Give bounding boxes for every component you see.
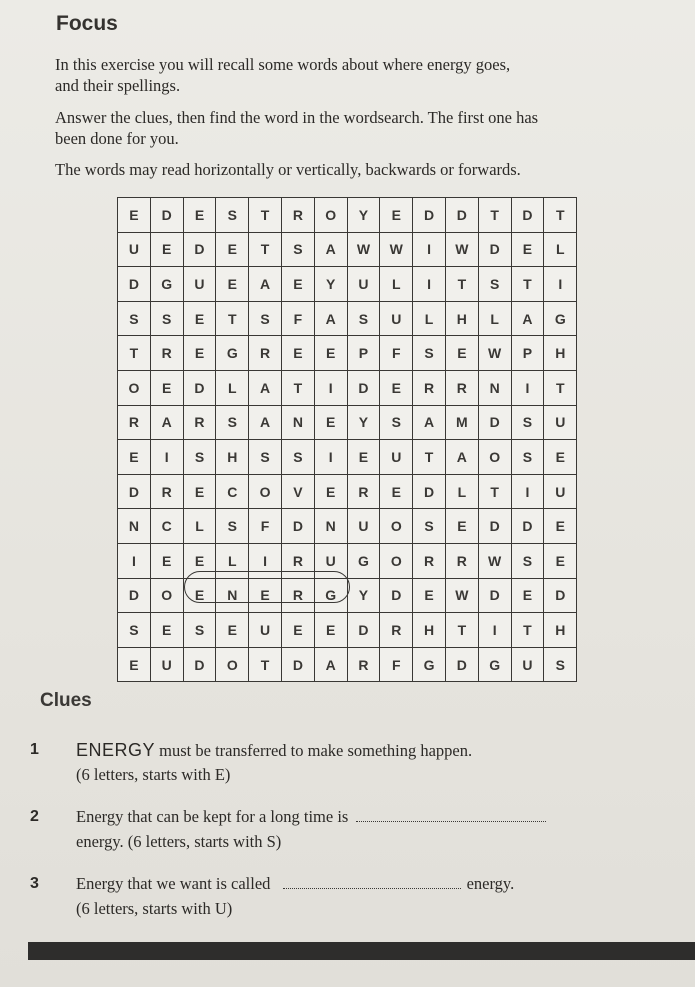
- wordsearch-cell[interactable]: I: [314, 440, 347, 475]
- wordsearch-cell[interactable]: D: [380, 578, 413, 613]
- page-bottom-bar: [28, 942, 695, 960]
- wordsearch-cell[interactable]: V: [281, 474, 314, 509]
- wordsearch-cell[interactable]: T: [216, 301, 249, 336]
- intro-line: The words may read horizontally or vertically, backwards or forwards.: [55, 160, 521, 179]
- wordsearch-cell[interactable]: U: [314, 543, 347, 578]
- wordsearch-cell[interactable]: D: [445, 198, 478, 233]
- wordsearch-cell[interactable]: A: [314, 232, 347, 267]
- wordsearch-cell[interactable]: H: [445, 301, 478, 336]
- clue-number: 2: [30, 808, 39, 825]
- wordsearch-cell[interactable]: R: [183, 405, 216, 440]
- wordsearch-cell[interactable]: D: [511, 509, 544, 544]
- wordsearch-cell[interactable]: D: [511, 198, 544, 233]
- wordsearch-cell[interactable]: E: [281, 267, 314, 302]
- wordsearch-cell[interactable]: Y: [314, 267, 347, 302]
- wordsearch-cell[interactable]: I: [478, 613, 511, 648]
- wordsearch-cell[interactable]: S: [183, 613, 216, 648]
- wordsearch-cell[interactable]: D: [478, 578, 511, 613]
- wordsearch-cell[interactable]: U: [544, 474, 577, 509]
- wordsearch-cell[interactable]: R: [281, 198, 314, 233]
- wordsearch-cell[interactable]: M: [445, 405, 478, 440]
- wordsearch-cell[interactable]: E: [445, 336, 478, 371]
- wordsearch-cell[interactable]: D: [281, 647, 314, 682]
- clue-text: Energy that can be kept for a long time is: [76, 807, 349, 826]
- wordsearch-cell[interactable]: S: [281, 232, 314, 267]
- wordsearch-cell[interactable]: S: [249, 440, 282, 475]
- wordsearch-cell[interactable]: U: [347, 509, 380, 544]
- wordsearch-cell[interactable]: T: [544, 198, 577, 233]
- wordsearch-cell[interactable]: S: [249, 301, 282, 336]
- wordsearch-cell[interactable]: I: [511, 474, 544, 509]
- answer-blank[interactable]: [283, 874, 461, 889]
- wordsearch-cell[interactable]: T: [413, 440, 446, 475]
- wordsearch-cell[interactable]: A: [249, 370, 282, 405]
- wordsearch-cell[interactable]: H: [544, 613, 577, 648]
- wordsearch-cell[interactable]: D: [347, 370, 380, 405]
- wordsearch-cell[interactable]: G: [347, 543, 380, 578]
- wordsearch-cell[interactable]: W: [445, 232, 478, 267]
- wordsearch-cell[interactable]: A: [314, 647, 347, 682]
- wordsearch-cell[interactable]: S: [413, 336, 446, 371]
- wordsearch-cell[interactable]: D: [478, 405, 511, 440]
- wordsearch-cell[interactable]: G: [478, 647, 511, 682]
- wordsearch-cell[interactable]: A: [314, 301, 347, 336]
- clue-number: 3: [30, 875, 39, 892]
- wordsearch-cell[interactable]: H: [544, 336, 577, 371]
- wordsearch-cell[interactable]: T: [281, 370, 314, 405]
- wordsearch-cell[interactable]: R: [249, 336, 282, 371]
- wordsearch-cell[interactable]: E: [118, 198, 151, 233]
- wordsearch-cell[interactable]: T: [445, 267, 478, 302]
- wordsearch-cell[interactable]: S: [347, 301, 380, 336]
- wordsearch-row: [118, 647, 577, 682]
- wordsearch-cell[interactable]: H: [216, 440, 249, 475]
- wordsearch-cell[interactable]: S: [511, 405, 544, 440]
- wordsearch-cell[interactable]: R: [150, 474, 183, 509]
- wordsearch-row: [118, 440, 577, 475]
- wordsearch-cell[interactable]: E: [216, 613, 249, 648]
- wordsearch-cell[interactable]: O: [249, 474, 282, 509]
- wordsearch-cell[interactable]: E: [380, 474, 413, 509]
- wordsearch-cell[interactable]: S: [380, 405, 413, 440]
- wordsearch-cell[interactable]: W: [478, 543, 511, 578]
- wordsearch-row: [118, 405, 577, 440]
- wordsearch-cell[interactable]: R: [118, 405, 151, 440]
- wordsearch-cell[interactable]: R: [445, 370, 478, 405]
- wordsearch-cell[interactable]: T: [478, 474, 511, 509]
- wordsearch-cell[interactable]: C: [150, 509, 183, 544]
- wordsearch-cell[interactable]: N: [216, 578, 249, 613]
- wordsearch-cell[interactable]: S: [216, 198, 249, 233]
- wordsearch-cell[interactable]: E: [281, 613, 314, 648]
- wordsearch-cell[interactable]: E: [544, 440, 577, 475]
- clue-hint: (6 letters, starts with E): [76, 765, 231, 784]
- wordsearch-cell[interactable]: S: [281, 440, 314, 475]
- wordsearch-cell[interactable]: G: [314, 578, 347, 613]
- wordsearch-cell[interactable]: S: [511, 440, 544, 475]
- clue-text: must be transferred to make something happen.: [155, 741, 473, 760]
- wordsearch-cell[interactable]: D: [183, 232, 216, 267]
- wordsearch-cell[interactable]: I: [511, 370, 544, 405]
- wordsearch-cell[interactable]: D: [478, 509, 511, 544]
- wordsearch-cell[interactable]: E: [380, 198, 413, 233]
- wordsearch-cell[interactable]: T: [445, 613, 478, 648]
- wordsearch-cell[interactable]: L: [478, 301, 511, 336]
- wordsearch-cell[interactable]: R: [413, 370, 446, 405]
- wordsearch-cell[interactable]: A: [249, 405, 282, 440]
- wordsearch-cell[interactable]: Y: [347, 578, 380, 613]
- wordsearch-cell[interactable]: Y: [347, 198, 380, 233]
- answer-blank[interactable]: [356, 807, 546, 822]
- wordsearch-cell[interactable]: D: [118, 578, 151, 613]
- wordsearch-cell[interactable]: L: [216, 370, 249, 405]
- intro-line: Answer the clues, then find the word in the wordsearch. The first one has: [55, 108, 539, 127]
- wordsearch-cell[interactable]: U: [380, 440, 413, 475]
- wordsearch-cell[interactable]: D: [347, 613, 380, 648]
- wordsearch-cell[interactable]: O: [478, 440, 511, 475]
- wordsearch-cell[interactable]: W: [380, 232, 413, 267]
- wordsearch-cell[interactable]: E: [511, 578, 544, 613]
- wordsearch-cell[interactable]: A: [413, 405, 446, 440]
- wordsearch-cell[interactable]: E: [150, 543, 183, 578]
- clue-text: energy.: [466, 874, 515, 893]
- wordsearch-cell[interactable]: D: [281, 509, 314, 544]
- wordsearch-cell[interactable]: E: [150, 232, 183, 267]
- intro-line: been done for you.: [55, 129, 179, 148]
- wordsearch-cell[interactable]: R: [380, 613, 413, 648]
- wordsearch-cell[interactable]: Y: [347, 405, 380, 440]
- intro-paragraph-2: [55, 107, 675, 149]
- wordsearch-cell[interactable]: E: [380, 370, 413, 405]
- wordsearch-row: [118, 267, 577, 302]
- wordsearch-cell[interactable]: D: [183, 647, 216, 682]
- wordsearch-cell[interactable]: A: [445, 440, 478, 475]
- wordsearch-cell[interactable]: E: [281, 336, 314, 371]
- wordsearch-grid: [117, 197, 577, 682]
- wordsearch-row: [118, 474, 577, 509]
- wordsearch-cell[interactable]: I: [413, 232, 446, 267]
- wordsearch-cell[interactable]: P: [511, 336, 544, 371]
- wordsearch-cell[interactable]: I: [544, 267, 577, 302]
- wordsearch-cell[interactable]: S: [118, 301, 151, 336]
- wordsearch-cell[interactable]: I: [249, 543, 282, 578]
- wordsearch-cell[interactable]: O: [216, 647, 249, 682]
- wordsearch-cell[interactable]: O: [380, 543, 413, 578]
- wordsearch-cell[interactable]: O: [118, 370, 151, 405]
- clue-hint: (6 letters, starts with U): [76, 899, 233, 918]
- clue-number: 1: [30, 741, 39, 758]
- wordsearch-cell[interactable]: D: [413, 474, 446, 509]
- wordsearch-cell[interactable]: E: [511, 232, 544, 267]
- wordsearch-cell[interactable]: D: [150, 198, 183, 233]
- handwritten-answer: ENERGY: [76, 740, 156, 760]
- wordsearch-cell[interactable]: E: [150, 613, 183, 648]
- wordsearch-cell[interactable]: U: [150, 647, 183, 682]
- wordsearch-cell[interactable]: T: [249, 647, 282, 682]
- wordsearch-cell[interactable]: D: [183, 370, 216, 405]
- wordsearch-cell[interactable]: E: [183, 474, 216, 509]
- wordsearch-cell[interactable]: T: [249, 232, 282, 267]
- wordsearch-cell[interactable]: F: [380, 647, 413, 682]
- wordsearch-cell[interactable]: W: [347, 232, 380, 267]
- wordsearch-cell[interactable]: S: [118, 613, 151, 648]
- wordsearch-cell[interactable]: E: [314, 613, 347, 648]
- wordsearch-row: [118, 336, 577, 371]
- wordsearch-cell[interactable]: A: [249, 267, 282, 302]
- wordsearch-cell[interactable]: E: [183, 198, 216, 233]
- wordsearch-cell[interactable]: T: [511, 267, 544, 302]
- wordsearch-cell[interactable]: I: [413, 267, 446, 302]
- wordsearch-cell[interactable]: A: [150, 405, 183, 440]
- wordsearch-cell[interactable]: D: [445, 647, 478, 682]
- wordsearch-cell[interactable]: D: [118, 474, 151, 509]
- clues-heading: Clues: [40, 690, 92, 711]
- wordsearch-cell[interactable]: G: [150, 267, 183, 302]
- wordsearch-cell[interactable]: C: [216, 474, 249, 509]
- wordsearch-cell[interactable]: R: [281, 578, 314, 613]
- wordsearch-cell[interactable]: S: [478, 267, 511, 302]
- wordsearch-cell[interactable]: T: [249, 198, 282, 233]
- wordsearch-cell[interactable]: E: [183, 336, 216, 371]
- wordsearch-cell[interactable]: O: [150, 578, 183, 613]
- wordsearch-cell[interactable]: D: [544, 578, 577, 613]
- wordsearch-cell[interactable]: A: [511, 301, 544, 336]
- wordsearch-cell[interactable]: L: [216, 543, 249, 578]
- wordsearch-cell[interactable]: E: [216, 267, 249, 302]
- wordsearch-row: [118, 578, 577, 613]
- wordsearch-cell[interactable]: U: [380, 301, 413, 336]
- wordsearch-cell[interactable]: S: [216, 405, 249, 440]
- wordsearch-cell[interactable]: E: [118, 440, 151, 475]
- wordsearch-row: [118, 198, 577, 233]
- wordsearch-row: [118, 301, 577, 336]
- wordsearch-cell[interactable]: I: [150, 440, 183, 475]
- wordsearch-cell[interactable]: E: [445, 509, 478, 544]
- wordsearch-cell[interactable]: U: [249, 613, 282, 648]
- wordsearch-cell[interactable]: W: [445, 578, 478, 613]
- clue-line: [76, 739, 472, 762]
- wordsearch-cell[interactable]: E: [544, 543, 577, 578]
- wordsearch-cell[interactable]: G: [413, 647, 446, 682]
- wordsearch-cell[interactable]: O: [380, 509, 413, 544]
- wordsearch-cell[interactable]: T: [511, 613, 544, 648]
- wordsearch-row: [118, 613, 577, 648]
- wordsearch-cell[interactable]: U: [544, 405, 577, 440]
- wordsearch-cell[interactable]: E: [183, 578, 216, 613]
- wordsearch-row: [118, 232, 577, 267]
- wordsearch-row: [118, 509, 577, 544]
- wordsearch-cell[interactable]: D: [118, 267, 151, 302]
- wordsearch-cell[interactable]: G: [544, 301, 577, 336]
- wordsearch-cell[interactable]: S: [511, 543, 544, 578]
- wordsearch-cell[interactable]: L: [445, 474, 478, 509]
- wordsearch-cell[interactable]: T: [478, 198, 511, 233]
- wordsearch-cell[interactable]: L: [380, 267, 413, 302]
- clue-line: [76, 873, 514, 895]
- wordsearch-cell[interactable]: S: [183, 440, 216, 475]
- clue-text: Energy that we want is called: [76, 874, 271, 893]
- wordsearch-cell[interactable]: E: [314, 474, 347, 509]
- wordsearch-cell[interactable]: L: [413, 301, 446, 336]
- wordsearch-cell[interactable]: L: [544, 232, 577, 267]
- wordsearch-cell[interactable]: T: [118, 336, 151, 371]
- wordsearch-cell[interactable]: S: [150, 301, 183, 336]
- wordsearch-cell[interactable]: R: [150, 336, 183, 371]
- wordsearch-cell[interactable]: E: [150, 370, 183, 405]
- wordsearch-cell[interactable]: G: [216, 336, 249, 371]
- wordsearch-cell[interactable]: S: [544, 647, 577, 682]
- wordsearch-cell[interactable]: N: [478, 370, 511, 405]
- wordsearch-cell[interactable]: N: [314, 509, 347, 544]
- wordsearch-cell[interactable]: O: [314, 198, 347, 233]
- wordsearch-cell[interactable]: R: [347, 647, 380, 682]
- wordsearch-cell[interactable]: R: [445, 543, 478, 578]
- wordsearch-cell[interactable]: E: [216, 232, 249, 267]
- wordsearch-cell[interactable]: E: [183, 301, 216, 336]
- wordsearch-cell[interactable]: T: [544, 370, 577, 405]
- wordsearch-cell[interactable]: E: [347, 440, 380, 475]
- wordsearch-cell[interactable]: E: [314, 336, 347, 371]
- wordsearch-cell[interactable]: D: [478, 232, 511, 267]
- intro-paragraph-1: [55, 54, 675, 96]
- wordsearch-cell[interactable]: S: [413, 509, 446, 544]
- wordsearch-cell[interactable]: E: [249, 578, 282, 613]
- wordsearch-cell[interactable]: R: [413, 543, 446, 578]
- wordsearch-cell[interactable]: F: [281, 301, 314, 336]
- wordsearch-cell[interactable]: U: [183, 267, 216, 302]
- wordsearch-cell[interactable]: W: [478, 336, 511, 371]
- wordsearch-cell[interactable]: E: [118, 647, 151, 682]
- wordsearch-cell[interactable]: E: [544, 509, 577, 544]
- intro-line: In this exercise you will recall some words about where energy goes,: [55, 55, 511, 74]
- wordsearch-cell[interactable]: R: [347, 474, 380, 509]
- wordsearch-cell[interactable]: U: [347, 267, 380, 302]
- wordsearch-row: [118, 370, 577, 405]
- wordsearch-cell[interactable]: P: [347, 336, 380, 371]
- wordsearch-cell[interactable]: S: [216, 509, 249, 544]
- wordsearch-cell[interactable]: F: [380, 336, 413, 371]
- intro-line: and their spellings.: [55, 76, 181, 95]
- wordsearch-cell[interactable]: D: [413, 198, 446, 233]
- wordsearch-cell[interactable]: L: [183, 509, 216, 544]
- clue-line: [76, 806, 546, 828]
- wordsearch-cell[interactable]: E: [183, 543, 216, 578]
- wordsearch-cell[interactable]: U: [118, 232, 151, 267]
- wordsearch-cell[interactable]: I: [314, 370, 347, 405]
- clue-hint: energy. (6 letters, starts with S): [76, 832, 282, 851]
- wordsearch-cell[interactable]: F: [249, 509, 282, 544]
- page-title: Focus: [56, 12, 118, 35]
- wordsearch-cell[interactable]: E: [314, 405, 347, 440]
- wordsearch-cell[interactable]: E: [413, 578, 446, 613]
- wordsearch-cell[interactable]: N: [281, 405, 314, 440]
- wordsearch-cell[interactable]: H: [413, 613, 446, 648]
- wordsearch-cell[interactable]: I: [118, 543, 151, 578]
- wordsearch-cell[interactable]: R: [281, 543, 314, 578]
- wordsearch-row: [118, 543, 577, 578]
- wordsearch-cell[interactable]: N: [118, 509, 151, 544]
- wordsearch-cell[interactable]: U: [511, 647, 544, 682]
- intro-paragraph-3: [55, 159, 675, 180]
